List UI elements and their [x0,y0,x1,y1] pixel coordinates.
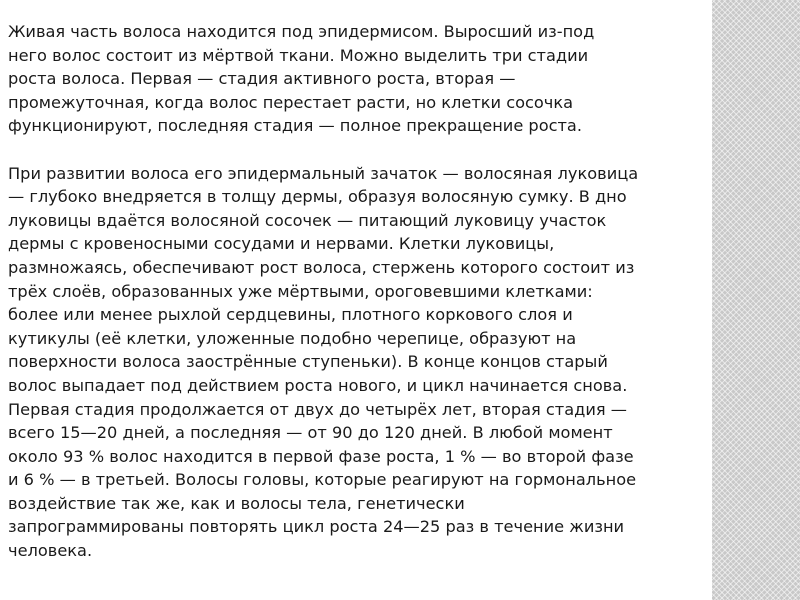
decorative-side-band [712,0,800,600]
paragraph-hair-growth-cycle: При развитии волоса его эпидермальный зачаток — волосяная луковица — глубоко внедряется в толщу дермы, образуя волосяную сумку. В дно луковицы вдаётся волосяной сосочек — питающий луковицу участок дермы с кровеносными сосудами и нервами. Клетки луковицы, размножаясь, обеспечивают рост волоса, стержень которого состоит из трёх слоёв, образованных уже мёртвыми, ороговевшими клетками: более или менее рыхлой сердцевины, плотного коркового слоя и кутикулы (её клетки, уложенные подобно черепице, образуют на поверхности волоса заострённые ступеньки). В конце концов старый волос выпадает под действием роста нового, и цикл начинается снова. Первая стадия продолжается от двух до четырёх лет, вторая стадия — всего 15—20 дней, а последняя — от 90 до 120 дней. В любой момент около 93 % волос находится в первой фазе роста, 1 % — во второй фазе и 6 % — в третьей. Волосы головы, которые реагируют на гормональное воздействие так же, как и волосы тела, генетически запрограммированы повторять цикл роста 24—25 раз в течение жизни человека. [8,163,639,561]
paragraph-hair-structure: Живая часть волоса находится под эпидермисом. Выросший из-под него волос состоит из мёртвой ткани. Можно выделить три стадии роста волоса. Первая — стадия активного роста, вторая — промежуточная, когда волос перестает расти, но клетки сосочка функционируют, последняя стадия — полное прекращение роста. [8,22,595,136]
text-body [8,20,694,563]
